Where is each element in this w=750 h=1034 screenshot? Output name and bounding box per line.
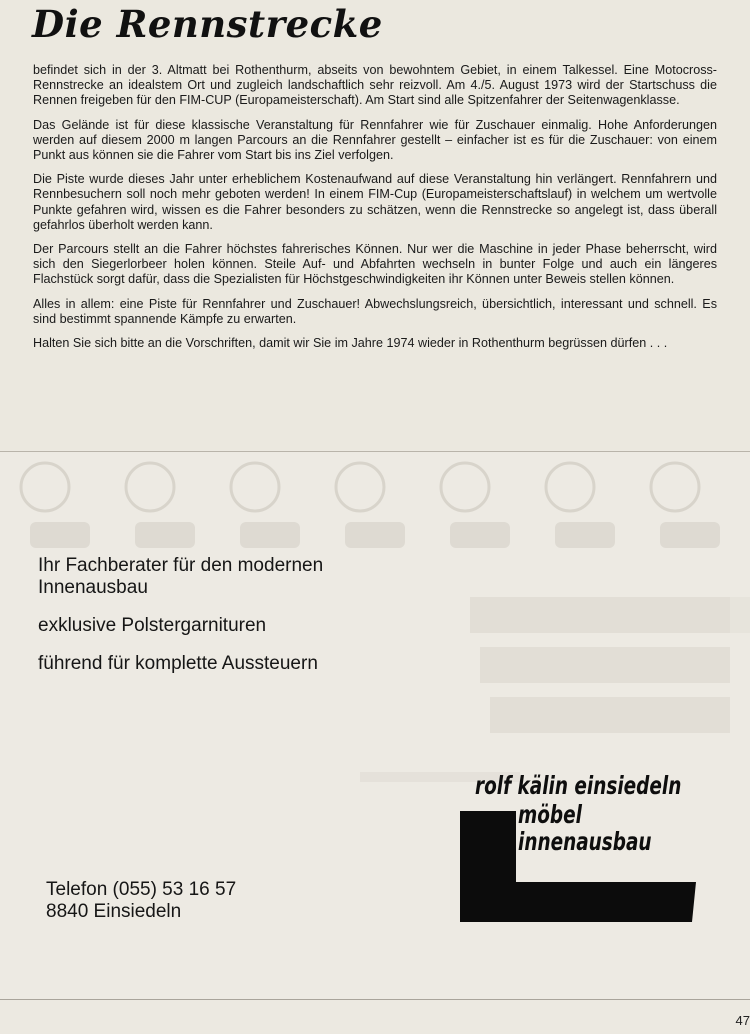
- article-paragraph: befindet sich in der 3. Altmatt bei Rothenthurm, abseits von bewohntem Gebiet, in einem Talkessel. Eine Motocross-Rennstrecke an idealstem Ort und zugleich landschaftlich sehr reizvoll. Am 4./5. August 1973 wird der Startschuss die Rennen freigeben für den FIM-CUP (Europameisterschaft). Am Start sind alle Spitzenfahrer der Seitenwagenklasse.: [33, 63, 717, 108]
- article-paragraph: Der Parcours stellt an die Fahrer höchstes fahrerisches Können. Nur wer die Maschine in jeder Phase beherrscht, wird sich den Siegerlorbeer holen können. Steile Auf- und Abfahrten wechseln in bunter Folge und auch ein längeres Flachstück sorgt dafür, dass die Spezialisten für Höchstgeschwindigkeiten ihr Können unter Beweis stellen können.: [33, 242, 717, 287]
- bottom-rule: [0, 999, 750, 1000]
- company-logo: [460, 764, 700, 924]
- ad-line: führend für komplette Aussteuern: [38, 653, 318, 674]
- phone-number: Telefon (055) 53 16 57: [46, 879, 237, 900]
- article-title: Die Rennstrecke: [32, 2, 383, 46]
- logo-line-moebel: möbel: [518, 800, 582, 829]
- ad-claims: [38, 555, 378, 691]
- article-paragraph: Halten Sie sich bitte an die Vorschriften, damit wir Sie im Jahre 1974 wieder in Rothenthurm begrüssen dürfen . . .: [33, 336, 668, 351]
- article-paragraph: Das Gelände ist für diese klassische Veranstaltung für Rennfahrer wie für Zuschauer einmalig. Hohe Anforderungen werden auf diesem 2000 m langen Parcours an die Rennfahrer gestellt – einfacher ist es für die Zuschauer: von einem Punkt aus können sie die Fahrer vom Start bis ins Ziel verfolgen.: [33, 117, 717, 163]
- logo-company-name: rolf kälin einsiedeln: [475, 771, 682, 800]
- ad-line: exklusive Polstergarnituren: [38, 615, 267, 636]
- article-paragraph: Die Piste wurde dieses Jahr unter erheblichem Kostenaufwand auf diese Veranstaltung hin verlängert. Rennfahrern und Rennbesuchern soll noch mehr geboten werden! In einem FIM-Cup (Europameisterschaftslauf) in welchem um wertvolle Punkte gefahren wird, wissen es die Fahrer besonders zu schätzen, wenn die Rennstrecke so angelegt ist, dass überall gefahrlos überholt werden kann.: [33, 172, 717, 232]
- ad-line: Ihr Fachberater für den modernen Innenausbau: [38, 555, 324, 598]
- page-number: 47: [735, 1013, 750, 1028]
- show-through-pattern: [0, 452, 750, 562]
- advertisement: [0, 452, 750, 1000]
- address: 8840 Einsiedeln: [46, 901, 182, 922]
- article-paragraph: Alles in allem: eine Piste für Rennfahrer und Zuschauer! Abwechslungsreich, übersichtlich, interessant und schnell. Es sind bestimmt spannende Kämpfe zu erwarten.: [33, 296, 717, 326]
- article-body: [33, 63, 717, 360]
- logo-line-innenausbau: innenausbau: [518, 827, 652, 856]
- article-section: [0, 0, 750, 450]
- ad-contact: [46, 879, 236, 923]
